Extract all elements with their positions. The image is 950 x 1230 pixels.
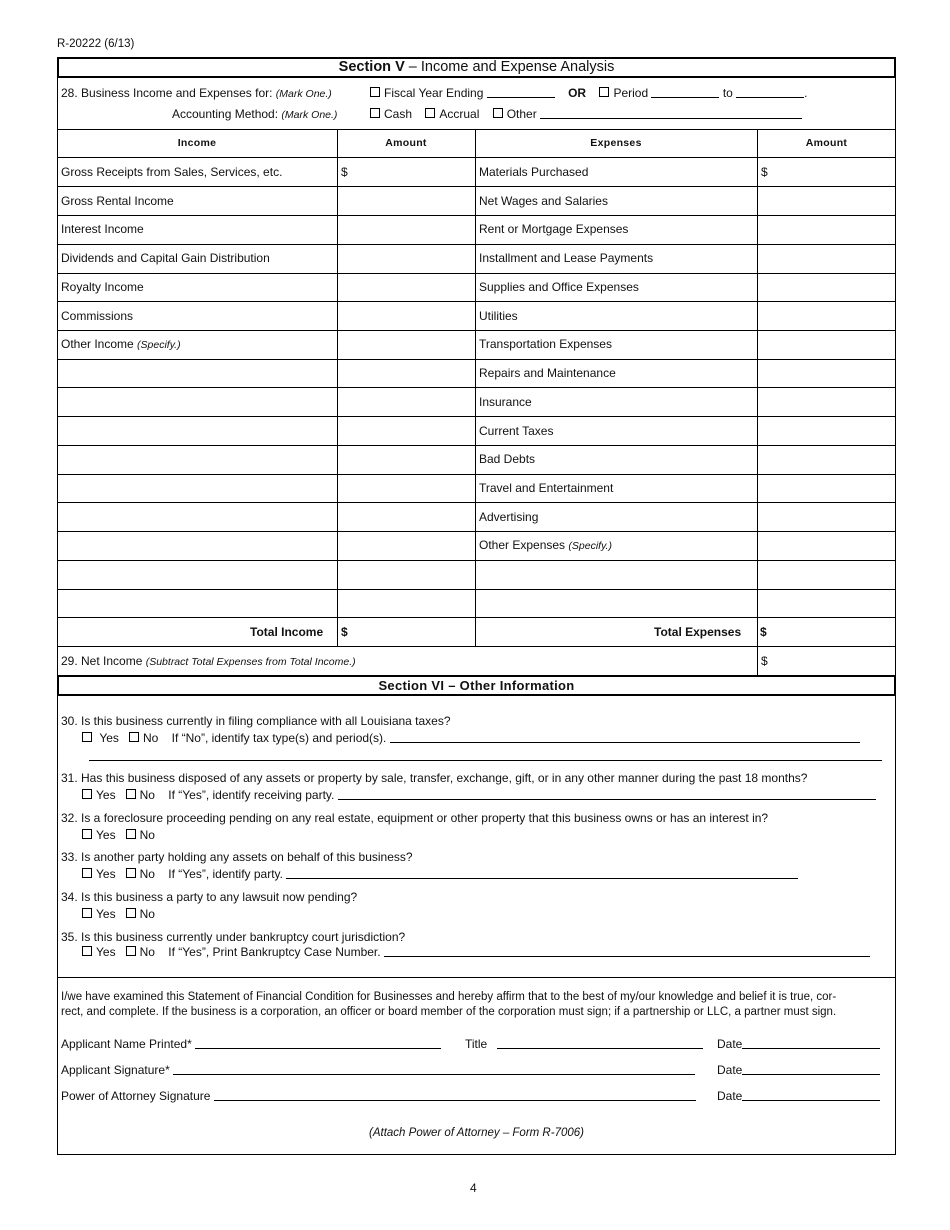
expense-amount-header: Amount bbox=[805, 137, 848, 149]
expense-row-advertising: Advertising bbox=[479, 510, 539, 524]
expense-row-bad-debts: Bad Debts bbox=[479, 452, 536, 466]
period-label: Period bbox=[613, 86, 649, 100]
q34-yes-checkbox[interactable] bbox=[82, 908, 92, 918]
poa-signature-field[interactable] bbox=[214, 1090, 696, 1101]
expense-row-current-taxes: Current Taxes bbox=[479, 424, 554, 438]
q32-yes-checkbox[interactable] bbox=[82, 829, 92, 839]
net-income-dollar: $ bbox=[761, 654, 768, 668]
expense-row-other bbox=[479, 538, 612, 553]
income-row-gross-rental: Gross Rental Income bbox=[61, 194, 174, 208]
applicant-name-field[interactable] bbox=[195, 1038, 441, 1049]
q30-if-label: If “No”, identify tax type(s) and period(s). bbox=[171, 731, 387, 745]
expense-row-installment: Installment and Lease Payments bbox=[479, 251, 654, 265]
q32-text: 32. Is a foreclosure proceeding pending on any real estate, equipment or other property that this business owns or has an interest in? bbox=[61, 811, 769, 825]
q34-no-checkbox[interactable] bbox=[126, 908, 136, 918]
period-to-label: to bbox=[722, 86, 733, 100]
period-checkbox[interactable] bbox=[599, 87, 609, 97]
q34-answer-row bbox=[82, 907, 155, 921]
total-income-label: Total Income bbox=[250, 625, 324, 639]
q35-text: 35. Is this business currently under bankruptcy court jurisdiction? bbox=[61, 930, 406, 944]
q35-case-number-field[interactable] bbox=[384, 946, 870, 957]
table-row-line bbox=[57, 273, 896, 274]
title-field[interactable] bbox=[497, 1038, 703, 1049]
q31-yes-label: Yes bbox=[96, 788, 116, 802]
poa-signature-label: Power of Attorney Signature bbox=[61, 1089, 211, 1103]
table-row-line bbox=[57, 589, 896, 590]
date-label-3: Date bbox=[717, 1089, 743, 1103]
income-amount-header: Amount bbox=[385, 137, 427, 149]
date-label-2: Date bbox=[717, 1063, 743, 1077]
section-v-title-rest: – Income and Expense Analysis bbox=[404, 59, 615, 75]
q32-yes-label: Yes bbox=[96, 828, 116, 842]
period-from-field[interactable] bbox=[651, 87, 719, 98]
q33-no-checkbox[interactable] bbox=[126, 868, 136, 878]
applicant-signature-field[interactable] bbox=[173, 1064, 695, 1075]
other-checkbox[interactable] bbox=[493, 108, 503, 118]
q30-tax-type-field[interactable] bbox=[390, 732, 860, 743]
title-label: Title bbox=[465, 1037, 488, 1051]
total-expenses-dollar: $ bbox=[760, 625, 767, 639]
expense-dollar-sign: $ bbox=[761, 165, 768, 179]
accounting-mark-one: (Mark One.) bbox=[281, 109, 338, 121]
expense-row-rent: Rent or Mortgage Expenses bbox=[479, 222, 629, 236]
table-row-line bbox=[57, 502, 896, 503]
q28-label: 28. Business Income and Expenses for: bbox=[61, 86, 276, 100]
q31-answer-row bbox=[82, 788, 876, 802]
q33-yes-label: Yes bbox=[96, 867, 116, 881]
q35-yes-label: Yes bbox=[96, 945, 116, 959]
form-id: R-20222 (6/13) bbox=[57, 38, 135, 50]
income-row-commissions: Commissions bbox=[61, 309, 134, 323]
q30-no-label: No bbox=[142, 731, 159, 745]
section-v-title-bold: Section V bbox=[338, 59, 405, 75]
table-row-line bbox=[57, 531, 896, 532]
q30-yes-checkbox[interactable] bbox=[82, 732, 92, 742]
q33-if-label: If “Yes”, identify party. bbox=[168, 867, 283, 881]
q30-no-checkbox[interactable] bbox=[129, 732, 139, 742]
q35-answer-row bbox=[82, 945, 870, 959]
q34-text: 34. Is this business a party to any lawsuit now pending? bbox=[61, 890, 358, 904]
date-field-1[interactable] bbox=[742, 1038, 880, 1049]
accrual-label: Accrual bbox=[439, 107, 480, 121]
q32-no-checkbox[interactable] bbox=[126, 829, 136, 839]
other-income-specify: (Specify.) bbox=[137, 339, 181, 351]
applicant-signature-label: Applicant Signature* bbox=[61, 1063, 170, 1077]
table-row-line bbox=[57, 359, 896, 360]
net-income-row bbox=[61, 654, 356, 669]
table-row-line bbox=[57, 416, 896, 417]
or-label: OR bbox=[568, 86, 587, 100]
date-row-1 bbox=[717, 1037, 880, 1051]
q31-yes-checkbox[interactable] bbox=[82, 789, 92, 799]
poa-signature-row bbox=[61, 1089, 696, 1103]
q35-if-label: If “Yes”, Print Bankruptcy Case Number. bbox=[168, 945, 381, 959]
other-expenses-specify: (Specify.) bbox=[568, 540, 612, 552]
q34-no-label: No bbox=[139, 907, 155, 921]
table-row-line bbox=[57, 646, 896, 647]
q31-no-label: No bbox=[139, 788, 155, 802]
other-income-label: Other Income bbox=[61, 337, 138, 351]
expense-row-materials: Materials Purchased bbox=[479, 165, 589, 179]
table-row-line bbox=[57, 617, 896, 618]
affirmation-line-1: I/we have examined this Statement of Financial Condition for Businesses and hereby affirm that to the best of my/our knowledge and belief it is true, cor- bbox=[61, 991, 837, 1003]
q35-no-checkbox[interactable] bbox=[126, 946, 136, 956]
expense-row-travel: Travel and Entertainment bbox=[479, 481, 614, 495]
period-to-field[interactable] bbox=[736, 87, 804, 98]
total-expenses-label: Total Expenses bbox=[654, 625, 742, 639]
table-row-line bbox=[57, 330, 896, 331]
other-method-field[interactable] bbox=[540, 108, 802, 119]
fiscal-year-checkbox[interactable] bbox=[370, 87, 380, 97]
q30-yes-label: Yes bbox=[99, 731, 119, 745]
expense-row-transportation: Transportation Expenses bbox=[479, 337, 612, 351]
q30-text: 30. Is this business currently in filing compliance with all Louisiana taxes? bbox=[61, 714, 451, 728]
date-field-3[interactable] bbox=[742, 1090, 880, 1101]
section-v-header bbox=[57, 57, 896, 78]
expense-row-repairs: Repairs and Maintenance bbox=[479, 366, 616, 380]
q35-no-label: No bbox=[139, 945, 155, 959]
net-income-label: 29. Net Income bbox=[61, 654, 146, 668]
total-income-dollar: $ bbox=[341, 625, 348, 639]
income-row-dividends: Dividends and Capital Gain Distribution bbox=[61, 251, 270, 265]
affirmation-line-2: rect, and complete. If the business is a corporation, an officer or board member of the corporation must sign; if a partnership or LLC, a partner must sign. bbox=[61, 1006, 837, 1018]
table-row-line bbox=[57, 215, 896, 216]
q32-answer-row bbox=[82, 828, 155, 842]
applicant-name-label: Applicant Name Printed* bbox=[61, 1037, 192, 1051]
expense-row-utilities: Utilities bbox=[479, 309, 518, 323]
q31-text: 31. Has this business disposed of any assets or property by sale, transfer, exchange, gift, or in any other manner during the past 18 months? bbox=[61, 771, 808, 785]
q28-label-row bbox=[61, 86, 332, 101]
other-expenses-label: Other Expenses bbox=[479, 538, 569, 552]
date-label-1: Date bbox=[717, 1037, 743, 1051]
q28-mark-one: (Mark One.) bbox=[275, 88, 332, 100]
q30-extra-line[interactable] bbox=[89, 760, 882, 761]
accrual-checkbox[interactable] bbox=[425, 108, 435, 118]
q30-answer-row bbox=[82, 731, 860, 745]
table-row-line bbox=[57, 186, 896, 187]
income-row-royalty: Royalty Income bbox=[61, 280, 144, 294]
fiscal-year-label: Fiscal Year Ending bbox=[384, 86, 484, 100]
q31-if-label: If “Yes”, identify receiving party. bbox=[168, 788, 335, 802]
q34-yes-label: Yes bbox=[96, 907, 116, 921]
q35-yes-checkbox[interactable] bbox=[82, 946, 92, 956]
section-vi-header: Section VI – Other Information bbox=[57, 675, 896, 696]
q33-party-field[interactable] bbox=[286, 868, 798, 879]
applicant-name-row bbox=[61, 1037, 441, 1051]
other-label: Other bbox=[506, 107, 537, 121]
table-row-line bbox=[57, 474, 896, 475]
q28-options: Fiscal Year Ending OR Period to . bbox=[370, 86, 808, 100]
accounting-label-row bbox=[172, 107, 337, 122]
table-row-line bbox=[57, 387, 896, 388]
table-row-line bbox=[57, 244, 896, 245]
cash-checkbox[interactable] bbox=[370, 108, 380, 118]
income-dollar-sign: $ bbox=[341, 165, 348, 179]
table-row-line bbox=[57, 560, 896, 561]
applicant-signature-row bbox=[61, 1063, 695, 1077]
q33-answer-row bbox=[82, 867, 798, 881]
net-income-note: (Subtract Total Expenses from Total Income.) bbox=[145, 656, 356, 668]
cash-label: Cash bbox=[384, 107, 413, 121]
accounting-options bbox=[370, 107, 802, 121]
q33-no-label: No bbox=[139, 867, 155, 881]
accounting-label: Accounting Method: bbox=[172, 107, 282, 121]
date-row-2 bbox=[717, 1063, 880, 1077]
q33-yes-checkbox[interactable] bbox=[82, 868, 92, 878]
q31-receiving-party-field[interactable] bbox=[338, 789, 876, 800]
income-row-interest: Interest Income bbox=[61, 222, 144, 236]
table-row-line bbox=[57, 445, 896, 446]
expense-row-insurance: Insurance bbox=[479, 395, 532, 409]
income-header: Income bbox=[177, 137, 217, 149]
expenses-header: Expenses bbox=[590, 137, 642, 149]
title-row bbox=[465, 1037, 703, 1051]
date-field-2[interactable] bbox=[742, 1064, 880, 1075]
attach-poa-note: (Attach Power of Attorney – Form R-7006) bbox=[369, 1127, 584, 1139]
income-row-gross-receipts: Gross Receipts from Sales, Services, etc. bbox=[61, 165, 283, 179]
q32-no-label: No bbox=[139, 828, 155, 842]
q33-text: 33. Is another party holding any assets on behalf of this business? bbox=[61, 850, 413, 864]
page-number: 4 bbox=[470, 1181, 477, 1195]
expense-row-wages: Net Wages and Salaries bbox=[479, 194, 608, 208]
expense-row-supplies: Supplies and Office Expenses bbox=[479, 280, 639, 294]
fiscal-year-field[interactable] bbox=[487, 87, 555, 98]
date-row-3 bbox=[717, 1089, 880, 1103]
table-row-line bbox=[57, 301, 896, 302]
income-row-other bbox=[61, 337, 181, 352]
q31-no-checkbox[interactable] bbox=[126, 789, 136, 799]
